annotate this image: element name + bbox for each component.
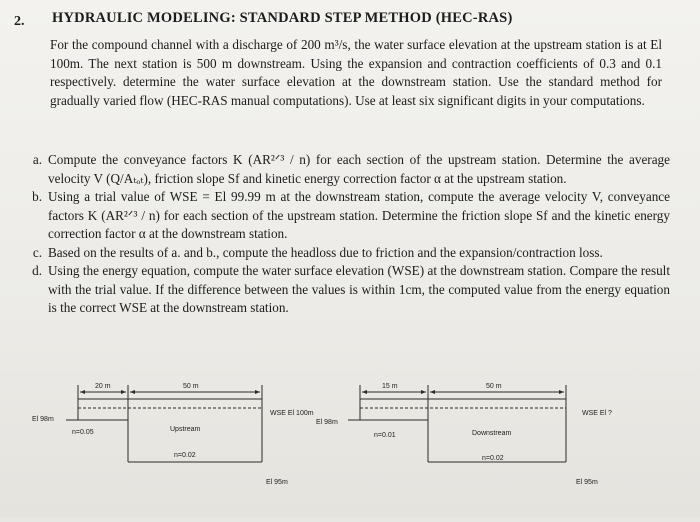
- problem-parts: [20, 151, 670, 318]
- downstream-floodplain-width: 15 m: [382, 383, 398, 390]
- downstream-floodplain-n: n=0.01: [374, 432, 396, 439]
- part-d: [20, 262, 670, 318]
- part-label: b.: [32, 189, 42, 204]
- arrow-head: [559, 390, 564, 394]
- arrow-head: [362, 390, 367, 394]
- part-a: [20, 151, 670, 188]
- cross-section-diagram: [0, 380, 700, 517]
- problem-intro: For the compound channel with a discharge of 200 m³/s, the water surface elevation at the upstream station is at El 100m. The next station is 500 m downstream. Using the expansion and contraction coefficients of 0.3 and 0.1 respectively. determine the water surface elevation at the downstream station. Use the standard method for gradually varied flow (HEC-RAS manual computations). Use at least six significant digits in your computations.: [50, 37, 662, 108]
- downstream-bottom-elev: El 95m: [576, 479, 598, 486]
- part-text: Based on the results of a. and b., compute the headloss due to friction and the expansion/contraction loss.: [48, 244, 603, 260]
- part-text: Using the energy equation, compute the water surface elevation (WSE) at the downstream station. Compare the result with the trial value. If the difference between the values is within 1cm, the computed value from the energy equation is the correct WSE at the downstream station.: [48, 263, 670, 315]
- arrow-head: [130, 390, 135, 394]
- upstream-main-width: 50 m: [183, 383, 199, 390]
- problem-number: 2.: [14, 14, 25, 29]
- upstream-section-label: Upstream: [170, 426, 201, 433]
- upstream-floodplain-width: 20 m: [95, 383, 111, 390]
- upstream-bottom-elev: El 95m: [266, 479, 288, 486]
- downstream-wse: WSE El ?: [582, 410, 612, 417]
- cross-section-figure: [0, 380, 700, 517]
- downstream-main-n: n=0.02: [482, 455, 504, 462]
- arrow-head: [421, 390, 426, 394]
- arrow-head: [430, 390, 435, 394]
- part-text: Compute the conveyance factors K (AR²ᐟ³ / n) for each section of the upstream station. Determine the average velocity V (Q/Aₜₒₜ), friction slope Sf and kinetic energy correction factor α at the upstream station.: [48, 152, 670, 186]
- part-text: Using a trial value of WSE = El 99.99 m at the downstream station, compute the average velocity V, conveyance factors K (AR²ᐟ³ / n) for each section of the upstream station. Determine the friction slope Sf and the kinetic energy correction factor α at the downstream station.: [48, 189, 670, 241]
- downstream-main-width: 50 m: [486, 383, 502, 390]
- part-label: a.: [32, 152, 42, 167]
- part-label: d.: [32, 263, 42, 278]
- downstream-section-label: Downstream: [472, 430, 512, 437]
- arrow-head: [121, 390, 126, 394]
- part-b: [20, 188, 670, 244]
- upstream-wse: WSE El 100m: [270, 410, 314, 417]
- arrow-head: [80, 390, 85, 394]
- arrow-head: [255, 390, 260, 394]
- upstream-floodplain-elev: El 98m: [32, 416, 54, 423]
- part-label: c.: [32, 244, 42, 260]
- upstream-main-n: n=0.02: [174, 452, 196, 459]
- downstream-floodplain-elev: El 98m: [316, 419, 338, 426]
- part-c: [20, 244, 670, 263]
- problem-title: HYDRAULIC MODELING: STANDARD STEP METHOD (HEC-RAS): [52, 10, 513, 26]
- upstream-floodplain-n: n=0.05: [72, 429, 94, 436]
